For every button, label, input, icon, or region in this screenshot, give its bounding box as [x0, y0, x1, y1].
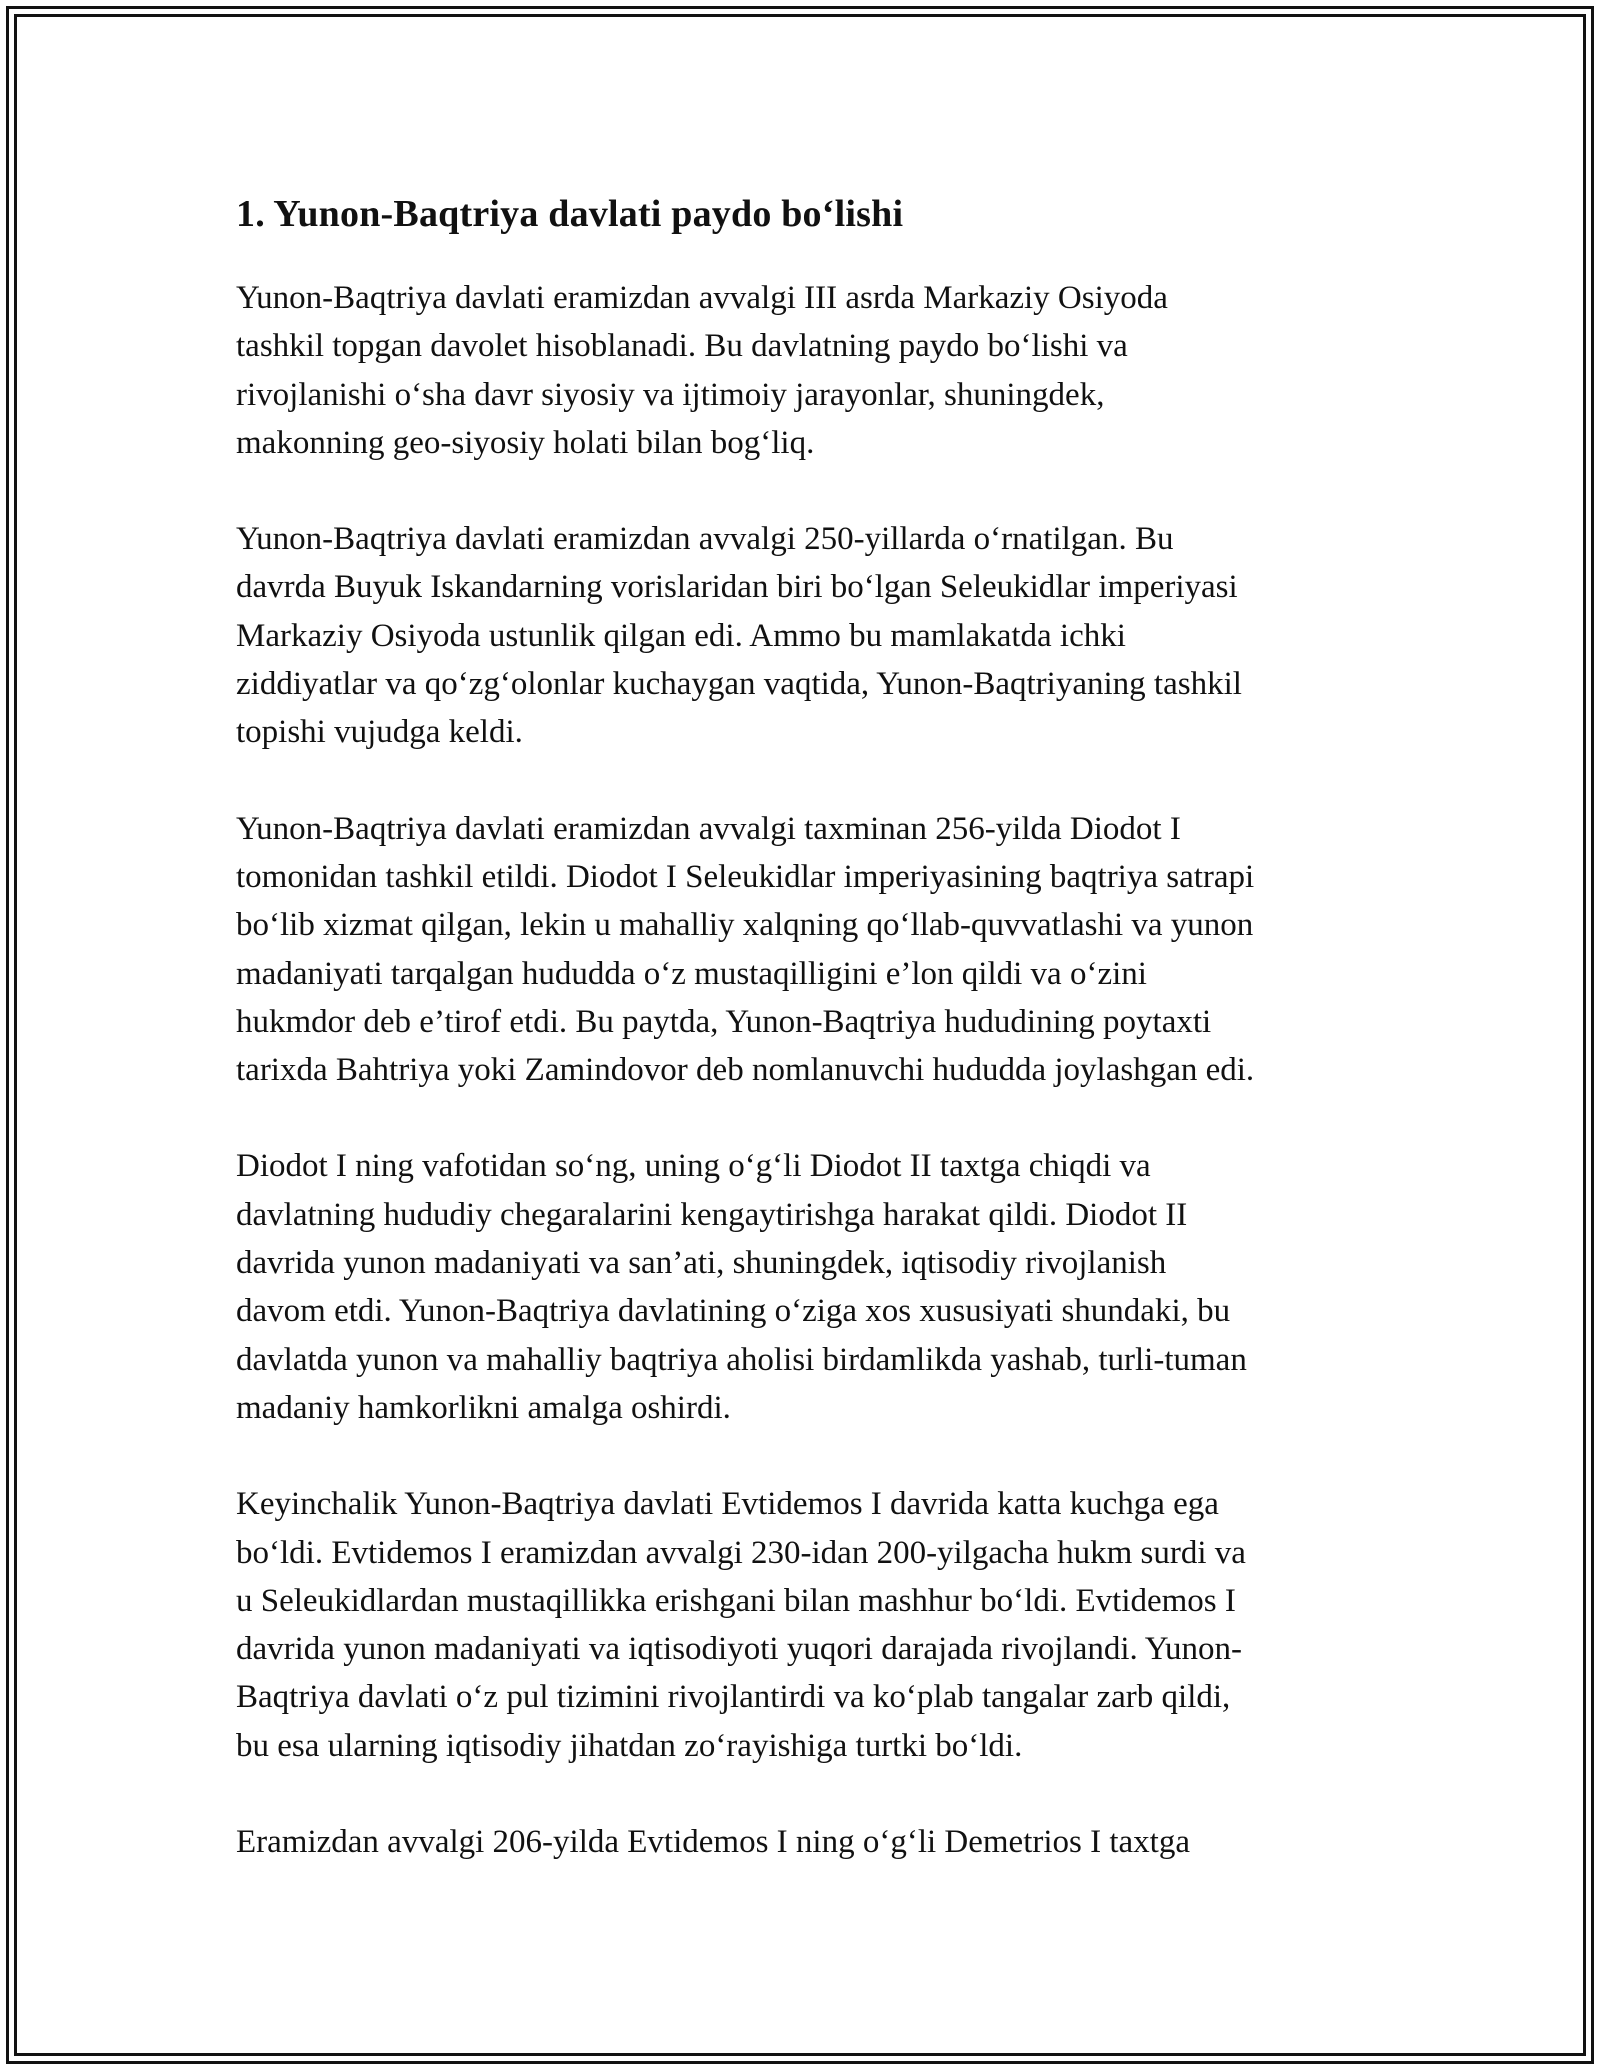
paragraph-line: hukmdor deb e’tirof etdi. Bu paytda, Yunon-Baqtriya hududining poytaxti — [236, 1003, 1212, 1040]
paragraph-line: topishi vujudga keldi. — [236, 714, 523, 751]
paragraph-line: bu esa ularning iqtisodiy jihatdan zoʻrayishiga turtki boʻldi. — [236, 1727, 1023, 1764]
paragraph-line: boʻldi. Evtidemos I eramizdan avvalgi 230-idan 200-yilgacha hukm surdi va — [236, 1534, 1246, 1571]
paragraph-line: rivojlanishi oʻsha davr siyosiy va ijtimoiy jarayonlar, shuningdek, — [236, 376, 1105, 413]
paragraph-line: madaniyati tarqalgan hududda oʻz mustaqilligini e’lon qildi va oʻzini — [236, 955, 1147, 992]
paragraph-line: ziddiyatlar va qoʻzgʻolonlar kuchaygan vaqtida, Yunon-Baqtriyaning tashkil — [236, 666, 1242, 703]
paragraph-line: Baqtriya davlati oʻz pul tizimini rivojlantirdi va koʻplab tangalar zarb qildi, — [236, 1679, 1231, 1716]
paragraph — [236, 1480, 1386, 1770]
paragraph-line: tomonidan tashkil etildi. Diodot I Seleukidlar imperiyasining baqtriya satrapi — [236, 858, 1255, 895]
document-page — [236, 190, 1386, 1914]
paragraph-line: davrda Buyuk Iskandarning vorislaridan biri boʻlgan Seleukidlar imperiyasi — [236, 569, 1238, 606]
paragraph-line: makonning geo-siyosiy holati bilan bogʻliq. — [236, 424, 815, 461]
paragraph-line: madaniy hamkorlikni amalga oshirdi. — [236, 1389, 731, 1426]
paragraph-line: davrida yunon madaniyati va iqtisodiyoti yuqori darajada rivojlandi. Yunon- — [236, 1631, 1242, 1668]
document-body — [236, 274, 1386, 1866]
paragraph — [236, 274, 1386, 467]
paragraph — [236, 1818, 1386, 1866]
paragraph-line: tarixda Bahtriya yoki Zamindovor deb nomlanuvchi hududda joylashgan edi. — [236, 1052, 1255, 1089]
paragraph-line: Keyinchalik Yunon-Baqtriya davlati Evtidemos I davrida katta kuchga ega — [236, 1486, 1219, 1523]
paragraph-line: davlatning hududiy chegaralarini kengaytirishga harakat qildi. Diodot II — [236, 1196, 1188, 1233]
paragraph-line: tashkil topgan davolet hisoblanadi. Bu davlatning paydo boʻlishi va — [236, 328, 1128, 365]
paragraph-line: davrida yunon madaniyati va san’ati, shuningdek, iqtisodiy rivojlanish — [236, 1245, 1167, 1282]
paragraph-line: davlatda yunon va mahalliy baqtriya aholisi birdamlikda yashab, turli-tuman — [236, 1341, 1247, 1378]
paragraph-line: davom etdi. Yunon-Baqtriya davlatining oʻziga xos xususiyati shundaki, bu — [236, 1293, 1231, 1330]
paragraph-line: u Seleukidlardan mustaqillikka erishgani bilan mashhur boʻldi. Evtidemos I — [236, 1582, 1236, 1619]
section-heading: 1. Yunon-Baqtriya davlati paydo boʻlishi — [236, 193, 904, 235]
paragraph — [236, 805, 1386, 1095]
paragraph-line: Yunon-Baqtriya davlati eramizdan avvalgi 250-yillarda oʻrnatilgan. Bu — [236, 521, 1174, 558]
paragraph-line: Yunon-Baqtriya davlati eramizdan avvalgi III asrda Markaziy Osiyoda — [236, 280, 1168, 316]
paragraph — [236, 515, 1386, 756]
paragraph-line: boʻlib xizmat qilgan, lekin u mahalliy xalqning qoʻllab-quvvatlashi va yunon — [236, 907, 1254, 944]
paragraph-line: Markaziy Osiyoda ustunlik qilgan edi. Ammo bu mamlakatda ichki — [236, 617, 1126, 654]
paragraph-line: Yunon-Baqtriya davlati eramizdan avvalgi taxminan 256-yilda Diodot I — [236, 810, 1181, 847]
paragraph-line: Eramizdan avvalgi 206-yilda Evtidemos I ning oʻgʻli Demetrios I taxtga — [236, 1824, 1190, 1861]
paragraph — [236, 1142, 1386, 1432]
paragraph-line: Diodot I ning vafotidan soʻng, uning oʻgʻli Diodot II taxtga chiqdi va — [236, 1148, 1151, 1185]
